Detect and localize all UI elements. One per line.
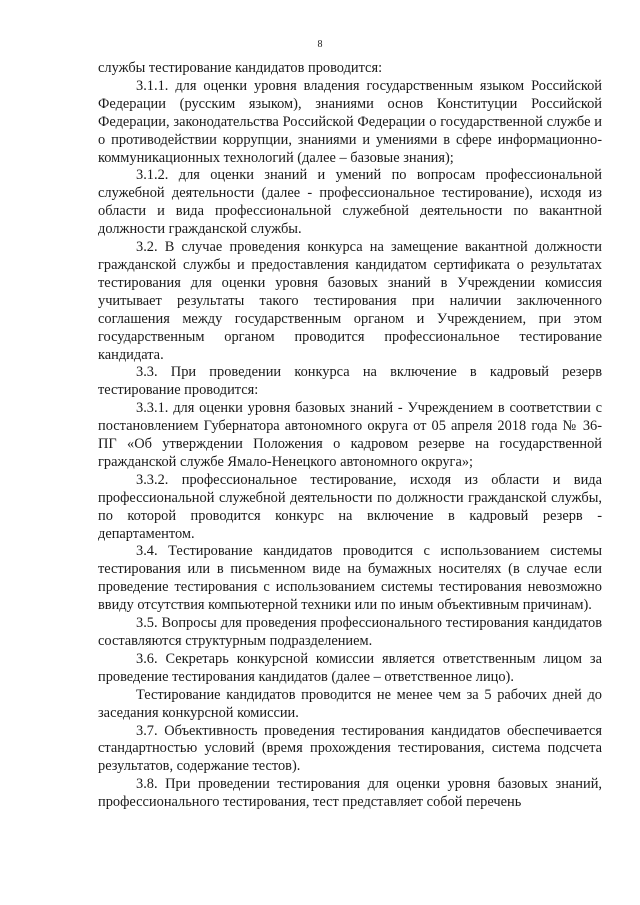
paragraph-3-1-1: 3.1.1. для оценки уровня владения государственным языком Российской Федерации (русским языком), знаниями основ Конституции Российской Федерации, законодательства Российской Федерации о государственной службе и о противодействии коррупции, знаниями и умениями в сфере информационно-коммуникационных технологий (далее – базовые знания); (98, 77, 602, 166)
page-number: 8 (317, 39, 323, 50)
paragraph-3-3: 3.3. При проведении конкурса на включение в кадровый резерв тестирование проводится: (98, 364, 602, 399)
document-body (98, 60, 602, 812)
paragraph-3-7: 3.7. Объективность проведения тестирования кандидатов обеспечивается стандартностью условий (время прохождения тестирования, система подсчета результатов, содержание тестов). (98, 722, 602, 775)
paragraph-3-4: 3.4. Тестирование кандидатов проводится с использованием системы тестирования или в письменном виде на бумажных носителях (в случае если проведение тестирования с использованием системы тестирования невозможно ввиду отсутствия компьютерной техники или по иным объективным причинам). (98, 543, 602, 614)
paragraph-3-1-2: 3.1.2. для оценки знаний и умений по вопросам профессиональной служебной деятельности (далее - профессиональное тестирование), исходя из области и вида профессиональной служебной деятельности по вакантной должности гражданской службы. (98, 167, 602, 238)
paragraph-continuation: службы тестирование кандидатов проводится: (98, 60, 383, 76)
paragraph-3-5: 3.5. Вопросы для проведения профессионального тестирования кандидатов составляются структурным подразделением. (98, 615, 602, 649)
paragraph-testing-deadline: Тестирование кандидатов проводится не менее чем за 5 рабочих дней до заседания конкурсной комиссии. (98, 686, 602, 721)
paragraph-3-2: 3.2. В случае проведения конкурса на замещение вакантной должности гражданской службы и предоставления кандидатом сертификата о результатах тестирования для оценки уровня базовых знаний в Учреждении комиссия учитывает результаты такого тестирования при наличии заключенного соглашения между государственным органом и Учреждением, при этом государственным органом проводится профессиональное тестирование кандидата. (98, 239, 602, 363)
paragraph-3-3-2: 3.3.2. профессиональное тестирование, исходя из области и вида профессиональной служебной деятельности по должности гражданской службы, по которой проводится конкурс на включение в кадровый резерв - департаментом. (98, 471, 602, 542)
paragraph-3-6: 3.6. Секретарь конкурсной комиссии является ответственным лицом за проведение тестирования кандидатов (далее – ответственное лицо). (98, 650, 602, 685)
paragraph-3-3-1: 3.3.1. для оценки уровня базовых знаний - Учреждением в соответствии с постановлением Губернатора автономного округа от 05 апреля 2018 года № 36-ПГ «Об утверждении Положения о кадровом резерве на государственной гражданской службе Ямало-Ненецкого автономного округа»; (98, 400, 602, 470)
paragraph-3-8: 3.8. При проведении тестирования для оценки уровня базовых знаний, профессионального тестирования, тест представляет собой перечень (98, 776, 602, 811)
